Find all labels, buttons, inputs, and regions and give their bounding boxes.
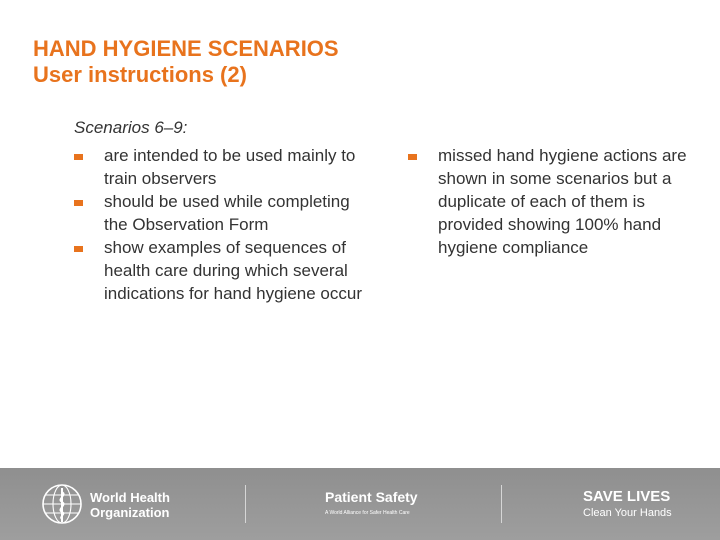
clean-hands-label: Clean Your Hands [583,507,672,519]
patient-safety-tagline: A World Alliance for Safer Health Care [325,510,410,516]
list-item [104,190,374,236]
who-line-1: World Health [90,490,170,505]
scenarios-intro: Scenarios 6–9: [74,118,188,137]
who-name [90,490,170,520]
bullet-text: show examples of sequences of health care during which several indications for hand hygiene occur [104,238,362,303]
square-bullet-icon [74,200,83,206]
footer-divider [245,485,246,523]
square-bullet-icon [74,154,83,160]
who-line-2: Organization [90,505,170,520]
footer-bar [0,468,720,540]
bullet-text: should be used while completing the Observation Form [104,192,350,234]
square-bullet-icon [74,246,83,252]
footer-divider [501,485,502,523]
list-item [438,144,700,259]
bullet-text: missed hand hygiene actions are shown in some scenarios but a duplicate of each of them is provided showing 100% hand hygiene compliance [438,146,687,257]
list-item [104,236,374,305]
patient-safety-label: Patient Safety [325,489,418,505]
list-item [104,144,374,190]
square-bullet-icon [408,154,417,160]
right-bullet-list [438,144,700,259]
bullet-text: are intended to be used mainly to train observers [104,146,356,188]
slide-title [33,36,339,88]
title-line-1: HAND HYGIENE SCENARIOS [33,36,339,61]
title-line-2: User instructions (2) [33,62,247,87]
save-lives-label: SAVE LIVES [583,488,671,505]
left-bullet-list [104,144,374,305]
who-emblem-icon [40,482,84,526]
